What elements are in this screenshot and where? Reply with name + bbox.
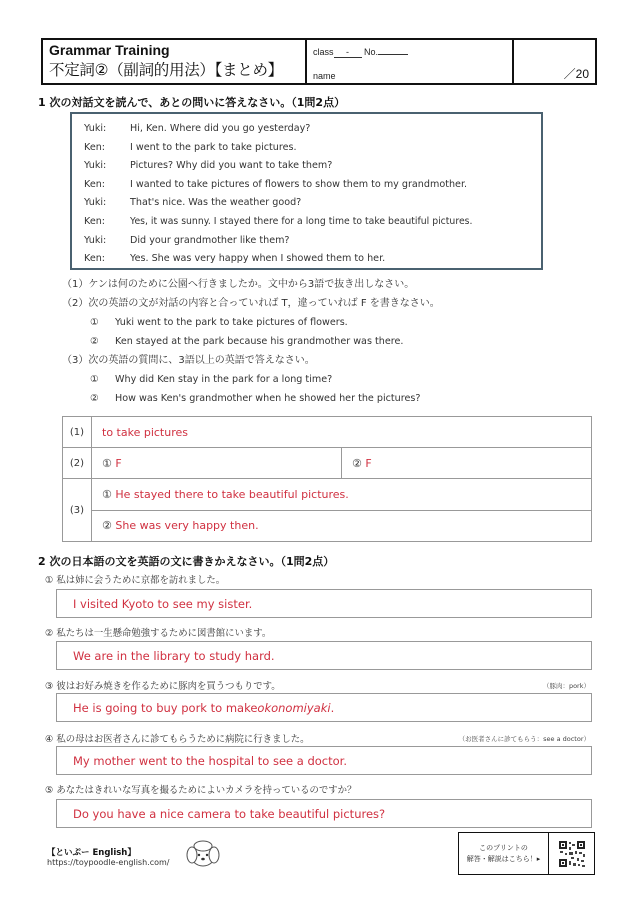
dialogue-line (84, 120, 541, 139)
answer-field-2-1[interactable]: ① F (92, 448, 342, 478)
qr-code-icon[interactable] (549, 833, 594, 874)
site-url[interactable]: https://toypoodle-english.com/ (47, 858, 170, 867)
answer-label: (1) (63, 417, 92, 447)
question-2-item: ② Ken stayed at the park because his grandmother was there. (90, 336, 404, 347)
section2-question-3: ③ 彼はお好み焼きを作るために豚肉を買うつもりです。 (45, 681, 281, 692)
title-block (43, 40, 307, 83)
dialogue-line (84, 213, 541, 232)
section2-answer-2[interactable]: We are in the library to study hard. (56, 641, 592, 670)
line-text: Yes, it was sunny. I stayed there for a long time to take beautiful pictures. (130, 215, 473, 227)
question-1: （1）ケンは何のために公園へ行きましたか。文中から3語で抜き出しなさい。 (62, 279, 415, 290)
poodle-logo-icon (183, 838, 223, 874)
dialogue-line (84, 250, 541, 269)
score-total: ／20 (563, 67, 589, 81)
speaker: Ken: (84, 253, 106, 265)
answer-label: (2) (63, 448, 92, 478)
line-text: Pictures? Why did you want to take them? (130, 160, 333, 172)
section2-hint-3: （豚肉：pork） (542, 682, 590, 690)
answer-field-1[interactable]: to take pictures (102, 425, 188, 439)
section2-answer-3[interactable]: He is going to buy pork to make okonomiyaki . (56, 693, 592, 722)
question-3-item: ② How was Ken's grandmother when he showed her the pictures? (90, 393, 421, 404)
section2-hint-4: （お医者さんに診てもらう：see a doctor） (458, 735, 590, 743)
answer-label: (3) (63, 479, 92, 541)
speaker: Yuki: (84, 197, 107, 209)
section2-answer-1[interactable]: I visited Kyoto to see my sister. (56, 589, 592, 618)
name-field[interactable]: name (313, 71, 336, 81)
speaker: Ken: (84, 178, 106, 190)
section2-answer-5[interactable]: Do you have a nice camera to take beautiful pictures? (56, 799, 592, 828)
answer-row-3 (63, 479, 591, 541)
speaker: Yuki: (84, 123, 107, 134)
student-info-block (307, 40, 514, 83)
section2-question-1: ① 私は姉に会うために京都を訪れました。 (45, 575, 226, 586)
line-text: Hi, Ken. Where did you go yesterday? (130, 123, 311, 134)
dialogue-line (84, 194, 541, 213)
answer-link-text: このプリントの 解答・解説はこちら！▸ (459, 833, 549, 874)
question-3-item: ① Why did Ken stay in the park for a long time? (90, 374, 333, 385)
answer-field-2-2[interactable]: ② F (352, 456, 372, 470)
section2-question-5: ⑤ あなたはきれいな写真を撮るためによいカメラを持っているのですか？ (45, 785, 357, 796)
worksheet-header (41, 38, 597, 85)
answer-link-box[interactable] (458, 832, 595, 875)
answer-row-1 (63, 417, 591, 448)
dialogue-box (70, 112, 543, 270)
line-text: I wanted to take pictures of flowers to show them to my grandmother. (130, 178, 468, 190)
speaker: Ken: (84, 141, 106, 153)
score-block (514, 40, 595, 83)
class-number-field[interactable]: class - No. (313, 47, 408, 58)
dialogue-line (84, 157, 541, 176)
dialogue-line (84, 176, 541, 195)
answer-table (62, 416, 592, 542)
answer-row-2 (63, 448, 591, 479)
section2-question-2: ② 私たちは一生懸命勉強するために図書館にいます。 (45, 628, 272, 639)
line-text: Did your grandmother like them? (130, 234, 290, 246)
brand-name: 【といぷー English】 (47, 848, 136, 858)
speaker: Ken: (84, 215, 106, 227)
section1-title: 1 次の対話文を読んで、あとの問いに答えなさい。（1問2点） (38, 96, 346, 109)
question-2: （2）次の英語の文が対話の内容と合っていれば T，違っていれば F を書きなさい。 (62, 298, 440, 309)
answer-field-3-1[interactable]: ① He stayed there to take beautiful pictures. (92, 479, 591, 511)
question-2-item: ① Yuki went to the park to take pictures of flowers. (90, 317, 348, 328)
speaker: Yuki: (84, 234, 107, 246)
section2-title: 2 次の日本語の文を英語の文に書きかえなさい。（1問2点） (38, 555, 335, 568)
speaker: Yuki: (84, 160, 107, 172)
answer-field-3-2[interactable]: ② She was very happy then. (102, 519, 259, 533)
line-text: That's nice. Was the weather good? (130, 197, 302, 209)
line-text: Yes. She was very happy when I showed them to her. (130, 253, 386, 265)
title-jp: 不定詞②（副詞的用法）【まとめ】 (49, 61, 283, 79)
questions-block (62, 275, 440, 408)
section2-question-4: ④ 私の母はお医者さんに診てもらうために病院に行きました。 (45, 734, 310, 745)
title-en: Grammar Training (49, 42, 170, 58)
line-text: I went to the park to take pictures. (130, 141, 297, 153)
dialogue-line (84, 232, 541, 251)
section2-answer-4[interactable]: My mother went to the hospital to see a doctor. (56, 746, 592, 775)
answer-3-group (92, 479, 591, 541)
dialogue-line (84, 139, 541, 158)
question-3: （3）次の英語の質問に、3語以上の英語で答えなさい。 (62, 355, 315, 366)
